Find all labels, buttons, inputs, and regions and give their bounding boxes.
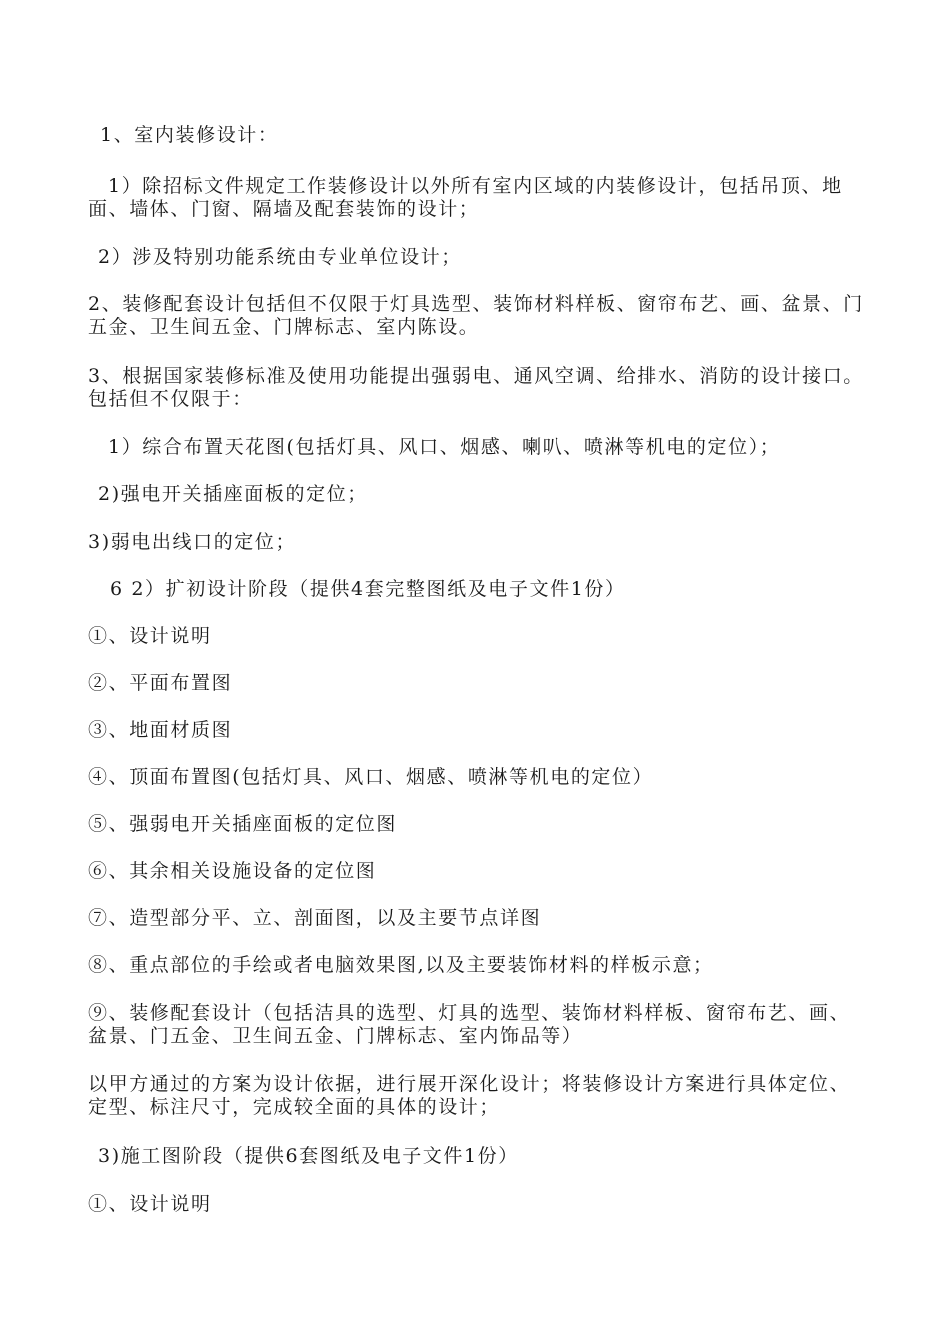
heading-construction-drawing-stage: 3)施工图阶段（提供6套图纸及电子文件1份） <box>98 1145 519 1167</box>
list-item-sections-details: ⑦、造型部分平、立、剖面图，以及主要节点详图 <box>88 907 542 929</box>
paragraph-interfaces: 3、根据国家装修标准及使用功能提出强弱电、通风空调、给排水、消防的设计接口。包括但不仅限于： <box>88 365 864 410</box>
list-item-floor-materials: ③、地面材质图 <box>88 719 233 741</box>
list-item-other-equipment: ⑥、其余相关设施设备的定位图 <box>88 860 377 882</box>
paragraph-interior-scope: 1）除招标文件规定工作装修设计以外所有室内区域的内装修设计，包括吊顶、地面、墙体、门窗、隔墙及配套装饰的设计； <box>88 175 843 220</box>
paragraph-supporting-design: 2、装修配套设计包括但不仅限于灯具选型、装饰材料样板、窗帘布艺、画、盆景、门五金、卫生间五金、门牌标志、室内陈设。 <box>88 293 864 338</box>
paragraph-detailed-design: 以甲方通过的方案为设计依据，进行展开深化设计；将装修设计方案进行具体定位、定型、标注尺寸，完成较全面的具体的设计； <box>88 1073 851 1118</box>
heading-interior-design: 1、室内装修设计： <box>100 124 279 146</box>
list-item-ceiling-plan: 1）综合布置天花图(包括灯具、风口、烟感、喇叭、喷淋等机电的定位）； <box>108 436 781 458</box>
list-item-floor-layout: ②、平面布置图 <box>88 672 233 694</box>
list-item-power-panels: 2)强电开关插座面板的定位； <box>98 483 368 505</box>
list-item-switch-panels: ⑤、强弱电开关插座面板的定位图 <box>88 813 398 835</box>
paragraph-special-systems: 2）涉及特别功能系统由专业单位设计； <box>98 246 462 268</box>
list-item-design-notes: ①、设计说明 <box>88 625 212 647</box>
list-item-weak-current-outlets: 3)弱电出线口的定位； <box>88 531 297 553</box>
heading-preliminary-design-stage: 6 2）扩初设计阶段（提供4套完整图纸及电子文件1份） <box>110 578 626 600</box>
list-item-ceiling-layout: ④、顶面布置图(包括灯具、风口、烟感、喷淋等机电的定位） <box>88 766 654 788</box>
list-item-supporting-design: ⑨、装修配套设计（包括洁具的选型、灯具的选型、装饰材料样板、窗帘布艺、画、盆景、门五金、卫生间五金、门牌标志、室内饰品等） <box>88 1002 851 1047</box>
list-item-renderings: ⑧、重点部位的手绘或者电脑效果图,以及主要装饰材料的样板示意； <box>88 954 714 976</box>
list-item-design-notes-2: ①、设计说明 <box>88 1193 212 1215</box>
